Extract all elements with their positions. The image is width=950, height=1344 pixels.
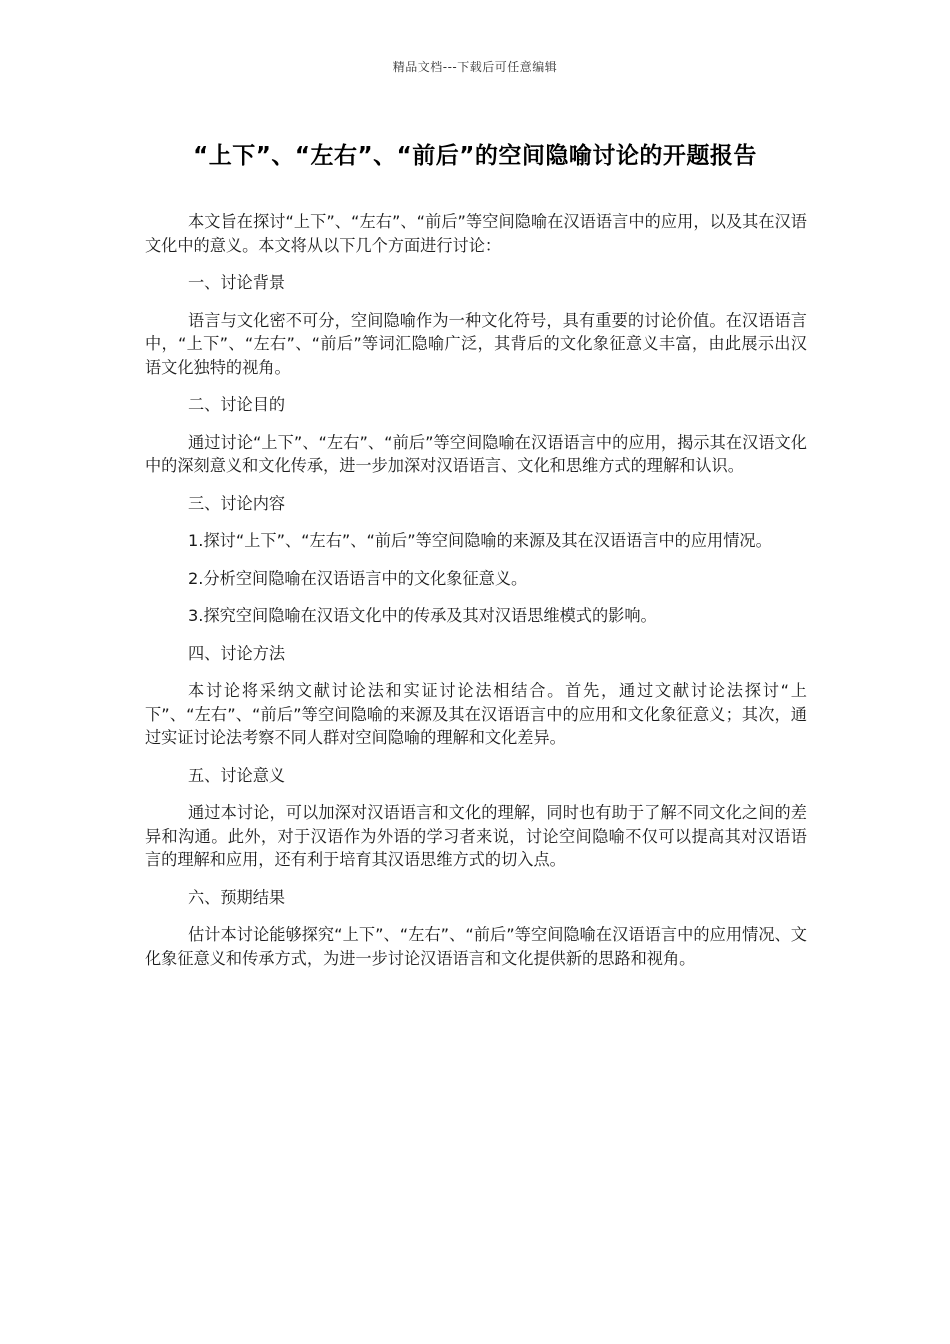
intro-paragraph: 本文旨在探讨“上下”、“左右”、“前后”等空间隐喻在汉语语言中的应用，以及其在汉语文化中的意义。本文将从以下几个方面进行讨论： xyxy=(145,212,807,255)
section-paragraph: 1.探讨“上下”、“左右”、“前后”等空间隐喻的来源及其在汉语语言中的应用情况。 xyxy=(188,531,772,550)
section-paragraph: 估计本讨论能够探究“上下”、“左右”、“前后”等空间隐喻在汉语语言中的应用情况、文化象征意义和传承方式，为进一步讨论汉语语言和文化提供新的思路和视角。 xyxy=(145,925,807,968)
document-title: “上下”、“左右”、“前后”的空间隐喻讨论的开题报告 xyxy=(193,143,757,169)
section-paragraph: 本讨论将采纳文献讨论法和实证讨论法相结合。首先，通过文献讨论法探讨“上下”、“左右”、“前后”等空间隐喻的来源及其在汉语语言中的应用和文化象征意义；其次，通过实证讨论法考察不同人群对空间隐喻的理解和文化差异。 xyxy=(145,681,807,747)
section-paragraph: 通过讨论“上下”、“左右”、“前后”等空间隐喻在汉语语言中的应用，揭示其在汉语文化中的深刻意义和文化传承，进一步加深对汉语语言、文化和思维方式的理解和认识。 xyxy=(145,432,807,475)
section-heading-background: 一、讨论背景 xyxy=(188,273,286,292)
section-heading-purpose: 二、讨论目的 xyxy=(188,395,286,414)
section-paragraph: 3.探究空间隐喻在汉语文化中的传承及其对汉语思维模式的影响。 xyxy=(188,606,657,625)
section-heading-expected-results: 六、预期结果 xyxy=(188,887,286,907)
section-paragraph: 2.分析空间隐喻在汉语语言中的文化象征意义。 xyxy=(188,568,528,588)
document-body xyxy=(145,210,807,984)
section-paragraph: 语言与文化密不可分，空间隐喻作为一种文化符号，具有重要的讨论价值。在汉语语言中，“上下”、“左右”、“前后”等词汇隐喻广泛，其背后的文化象征意义丰富，由此展示出汉语文化独特的视角。 xyxy=(145,310,807,377)
section-heading-significance: 五、讨论意义 xyxy=(188,765,286,785)
section-heading-method: 四、讨论方法 xyxy=(188,643,286,663)
section-paragraph: 通过本讨论，可以加深对汉语语言和文化的理解，同时也有助于了解不同文化之间的差异和沟通。此外，对于汉语作为外语的学习者来说，讨论空间隐喻不仅可以提高其对汉语语言的理解和应用，还有利于培育其汉语思维方式的切入点。 xyxy=(145,803,807,869)
section-heading-content: 三、讨论内容 xyxy=(188,493,286,513)
header-note: 精品文档---下载后可任意编辑 xyxy=(392,60,558,74)
